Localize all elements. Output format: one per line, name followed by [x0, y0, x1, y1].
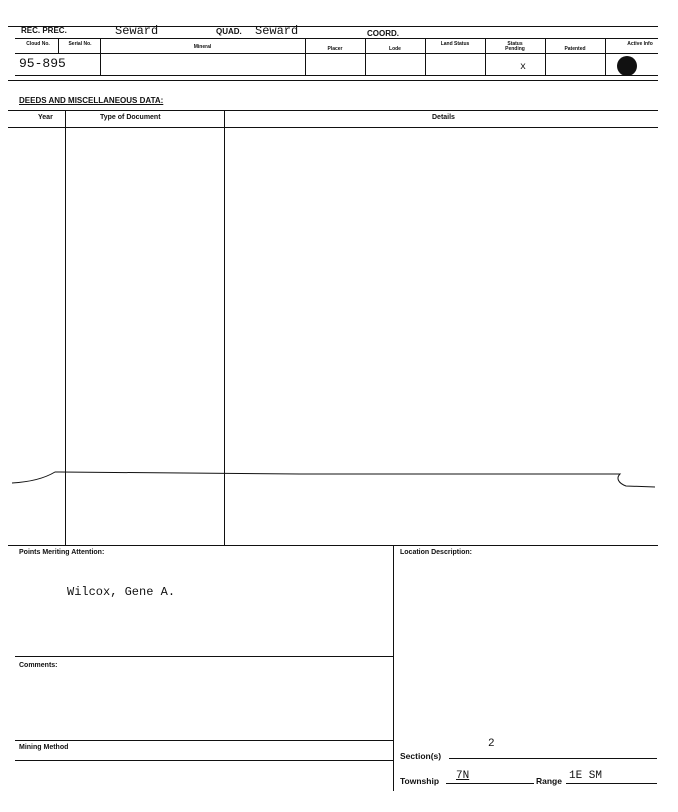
comments-top-rule — [15, 656, 393, 657]
claims-table-header-rule — [15, 53, 658, 54]
sections-underline — [449, 758, 657, 759]
deeds-year-header: Year — [38, 114, 53, 121]
mining-method-top-rule — [15, 740, 393, 741]
claims-table-bottom-rule — [15, 75, 658, 76]
claims-col-divider — [305, 38, 306, 75]
active-info-dot — [617, 56, 637, 76]
col-status-pending: Status Pending — [505, 41, 525, 52]
claims-table-lower-rule — [8, 80, 658, 81]
col-lode: Lode — [389, 46, 401, 52]
deeds-type-header: Type of Document — [100, 114, 161, 121]
col-serial-no: Serial No. — [68, 41, 92, 47]
deeds-details-header: Details — [432, 114, 455, 121]
claims-col-divider — [545, 38, 546, 75]
claims-col-divider — [58, 38, 59, 53]
township-underline — [446, 783, 534, 784]
mining-method-label: Mining Method — [19, 744, 69, 751]
township-label: Township — [400, 776, 440, 786]
sections-value: 2 — [488, 738, 495, 750]
rec-prec-value: Seward — [115, 24, 159, 38]
col-patented: Patented — [564, 46, 586, 52]
range-value: 1E SM — [569, 770, 603, 782]
location-description-label: Location Description: — [400, 549, 472, 556]
coord-label: COORD. — [367, 29, 399, 38]
claims-col-divider — [485, 38, 486, 75]
claims-col-divider — [100, 38, 101, 75]
claim-cloud-no-value: 95-895 — [19, 56, 66, 71]
quad-value: Seward — [255, 24, 299, 38]
col-mineral: Mineral — [193, 44, 212, 50]
col-cloud-no: Cloud No. — [26, 41, 50, 47]
deeds-table-bottom-rule — [8, 545, 658, 546]
top-rule — [8, 26, 658, 27]
range-underline — [566, 783, 657, 784]
deeds-table-top-rule — [8, 110, 658, 111]
mining-method-bottom-rule — [15, 760, 393, 761]
col-land-status: Land Status — [440, 41, 470, 47]
claims-col-divider — [605, 38, 606, 75]
claims-table-top-rule — [15, 38, 658, 39]
page-fold-line — [0, 466, 678, 496]
col-placer: Placer — [327, 46, 343, 52]
deeds-table-header-rule — [8, 127, 658, 128]
bottom-center-divider — [393, 545, 394, 791]
claims-col-divider — [425, 38, 426, 75]
claims-col-divider — [365, 38, 366, 75]
quad-label: QUAD. — [216, 27, 242, 36]
points-meriting-attention-value: Wilcox, Gene A. — [67, 585, 176, 599]
col-active-info: Active Info — [627, 41, 653, 47]
comments-label: Comments: — [19, 662, 58, 669]
rec-prec-label: REC. PREC. — [21, 26, 67, 35]
range-label: Range — [536, 776, 562, 786]
sections-label: Section(s) — [400, 751, 442, 761]
deeds-section-title: DEEDS AND MISCELLANEOUS DATA: — [19, 96, 164, 105]
claim-status-pending-value: x — [520, 62, 527, 73]
township-value: 7N — [456, 770, 470, 782]
points-meriting-attention-label: Points Meriting Attention: — [19, 549, 105, 556]
